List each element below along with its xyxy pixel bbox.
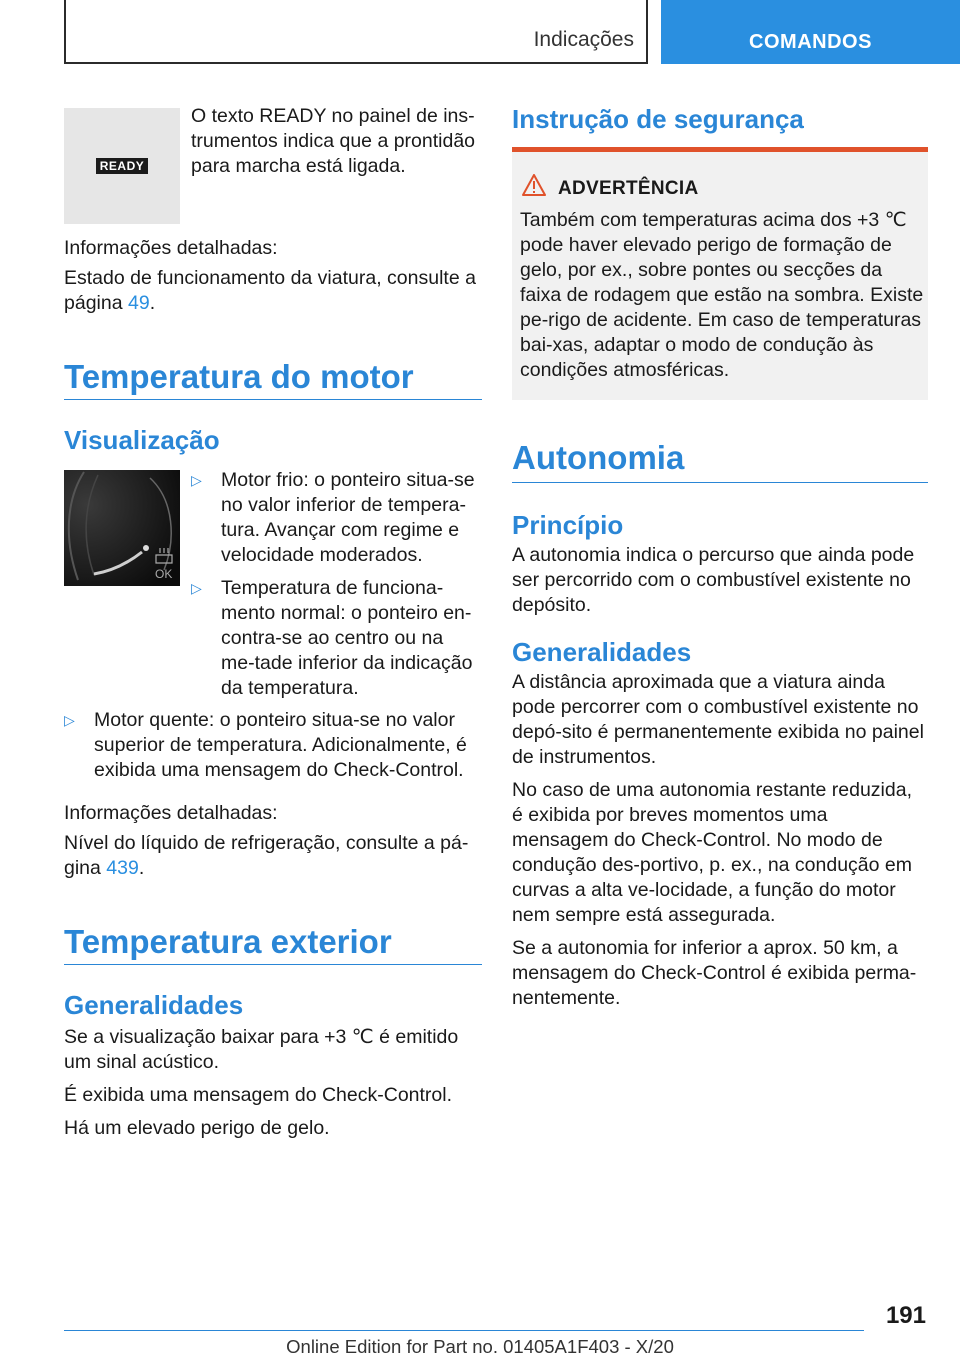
ext-general-title: Generalidades [64, 990, 244, 1020]
info-text-2-suffix: . [138, 857, 145, 879]
footer-edition: Online Edition for Part no. 01405A1F403 - X/20 [286, 1336, 674, 1357]
info-text-2 [64, 831, 482, 881]
header-chapter-label: COMANDOS [749, 31, 872, 53]
visualization-title: Visualização [64, 425, 220, 455]
ready-indicator-image [64, 108, 180, 224]
section-rule [64, 964, 482, 965]
ready-description: O texto READY no painel de ins-trumentos indica que a prontidão para marcha está ligada. [191, 105, 476, 177]
ext-p2: É exibida uma mensagem do Check-Control. [64, 1084, 453, 1106]
section-rule [512, 482, 928, 483]
principle-text: A autonomia indica o percurso que ainda pode ser percorrido com o combustível existente no depósito. [512, 544, 915, 616]
bullet-hot: ▷ Motor quente: o ponteiro situa-se no valor superior de temperatura. Adicionalmente, é exibida uma mensagem do Check-Control. [64, 708, 482, 783]
bullet-normal: ▷ Temperatura de funciona-mento normal: o ponteiro en-contra-se ao centro ou na me-tade inferior da indicação da temperatura. [191, 576, 481, 701]
page-link-439[interactable]: 439 [106, 857, 139, 879]
page-link-49[interactable]: 49 [127, 292, 150, 314]
engine-temp-bullets-narrow [191, 468, 481, 701]
page-number: 191 [885, 1302, 926, 1329]
ext-p1: Se a visualização baixar para +3 ℃ é emitido um sinal acústico. [64, 1026, 459, 1073]
info-text [64, 266, 482, 316]
gauge-icon [64, 470, 180, 586]
info-text-prefix: Estado de funcionamento da viatura, consulte a página [64, 267, 476, 314]
range-section [512, 438, 928, 1011]
footer-rule [64, 1330, 864, 1331]
range-g2: No caso de uma autonomia restante reduzida, é exibida por breves momentos uma mensagem do Check-Control. No modo de condução des-portivo, p. ex., na condução em curvas a alta ve-locidade, a função do motor nem sempre está assegurada. [512, 779, 912, 926]
header-section-tab[interactable] [64, 0, 648, 64]
header-chapter-tab[interactable] [661, 0, 960, 64]
safety-title-block [512, 103, 928, 135]
engine-temp-section [64, 357, 482, 456]
info-label-2: Informações detalhadas: [64, 802, 278, 824]
ext-temp-title: Temperatura exterior [64, 923, 392, 960]
range-g3: Se a autonomia for inferior a aprox. 50 km, a mensagem do Check-Control é exibida perma-nentemente. [512, 937, 917, 1009]
warning-triangle-icon [522, 174, 546, 196]
ext-p3: Há um elevado perigo de gelo. [64, 1117, 330, 1139]
engine-temp-bullets-wide [64, 708, 482, 881]
info-text-suffix: . [149, 292, 156, 314]
bullet-cold: ▷ Motor frio: o ponteiro situa-se no valor inferior de tempera-tura. Avançar com regime e velocidade moderados. [191, 468, 481, 568]
gauge-ok-label: OK [155, 567, 173, 581]
info-label: Informações detalhadas: [64, 237, 278, 259]
range-title: Autonomia [512, 439, 685, 476]
principle-title: Princípio [512, 510, 624, 540]
header-section-label: Indicações [533, 28, 634, 51]
info-text-2-prefix: Nível do líquido de refrigeração, consulte a pá-gina [64, 832, 469, 879]
warning-label: ADVERTÊNCIA [558, 178, 699, 199]
info-block-1 [64, 236, 482, 316]
section-rule [64, 399, 482, 400]
warning-box [512, 147, 928, 400]
ready-badge: READY [96, 158, 148, 174]
ext-temp-section [64, 922, 482, 1141]
range-general-title: Generalidades [512, 637, 692, 667]
safety-title: Instrução de segurança [512, 104, 804, 134]
range-g1: A distância aproximada que a viatura ainda pode percorrer com o combustível existente no depó-sito é permanentemente exibida no painel de instrumentos. [512, 671, 924, 768]
engine-temp-title: Temperatura do motor [64, 358, 414, 395]
warning-text: Também com temperaturas acima dos +3 ℃ pode haver elevado perigo de formação de gelo, por ex., sobre pontes ou secções da faixa de rodagem que estão na sombra. Existe pe-rigo de acidente. Em caso de temperaturas bai-xas, adaptar o modo de condução às condições atmosféricas. [520, 209, 924, 381]
temperature-gauge-image [64, 470, 180, 586]
